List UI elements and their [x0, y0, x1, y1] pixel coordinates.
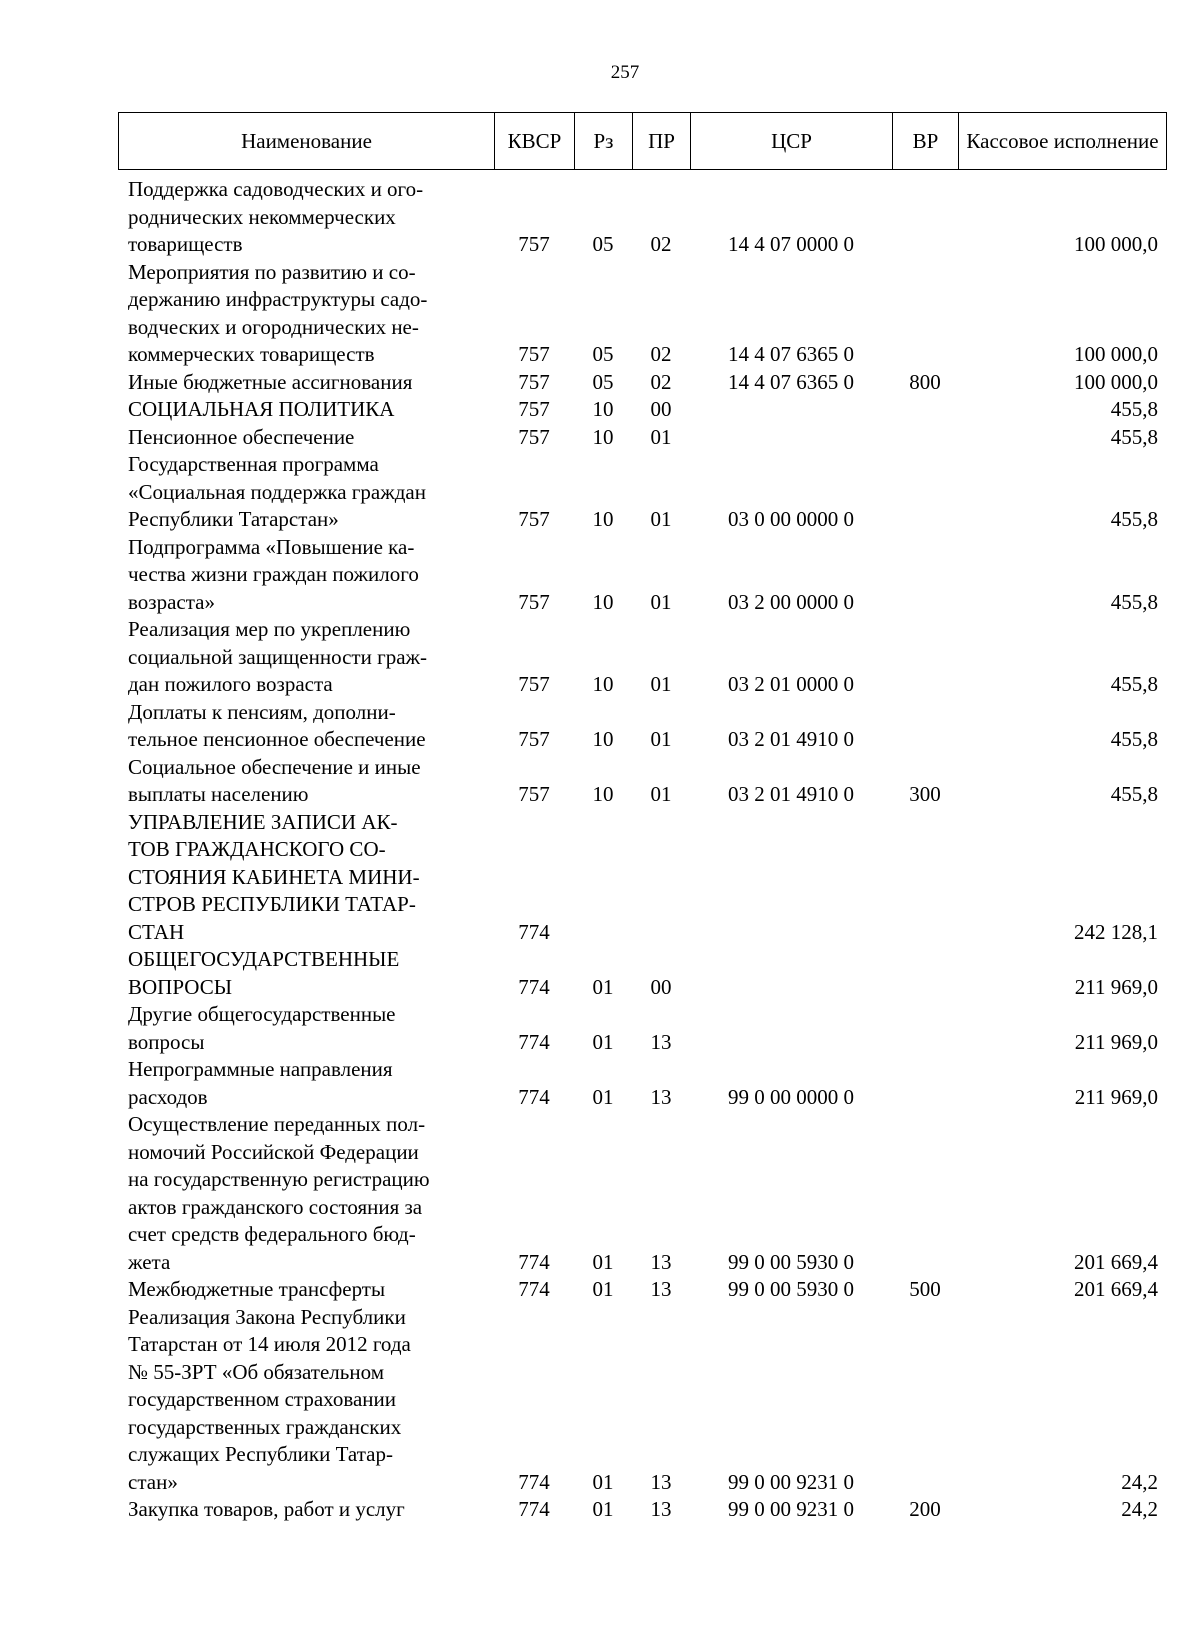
row-pr: 01	[650, 672, 672, 696]
table-row	[118, 176, 1166, 259]
row-rz: 10	[592, 589, 614, 614]
row-pr: 01	[650, 424, 672, 449]
row-name: Подпрограмма «Повышение ка- чества жизни граждан пожилого возраста»	[128, 534, 419, 614]
row-vr: 300	[909, 782, 941, 806]
row-pr: 01	[650, 782, 672, 806]
row-name: СОЦИАЛЬНАЯ ПОЛИТИКА	[128, 397, 395, 421]
row-csr: 03 0 00 0000 0	[728, 507, 854, 531]
row-name: Пенсионное обеспечение	[128, 424, 355, 449]
row-name: Межбюджетные трансферты	[128, 1277, 386, 1301]
table-row	[118, 259, 1166, 369]
table-row	[118, 754, 1166, 809]
row-csr: 03 2 01 4910 0	[728, 727, 854, 751]
row-name: Иные бюджетные ассигнования	[128, 369, 413, 394]
table-row	[118, 1304, 1166, 1497]
row-amount: 201 669,4	[1074, 1249, 1158, 1274]
row-amount: 211 969,0	[1074, 974, 1158, 999]
row-kvsr: 774	[518, 1249, 550, 1274]
header-kvsr: КВСР	[495, 113, 575, 170]
row-pr: 02	[650, 232, 672, 256]
row-name: Реализация Закона Республики Татарстан от 14 июля 2012 года № 55-ЗРТ «Об обязательном государственном страховании государственных гражданских служащих Республики Татар- стан»	[128, 1304, 411, 1494]
table-row	[118, 1056, 1166, 1111]
row-csr: 99 0 00 9231 0	[728, 1469, 854, 1494]
row-pr: 13	[650, 1497, 672, 1521]
row-amount: 455,8	[1110, 727, 1158, 751]
row-kvsr: 757	[518, 589, 550, 614]
row-pr: 13	[650, 1029, 672, 1054]
row-pr: 13	[650, 1469, 672, 1494]
row-name: УПРАВЛЕНИЕ ЗАПИСИ АК- ТОВ ГРАЖДАНСКОГО СО- СТОЯНИЯ КАБИНЕТА МИНИ- СТРОВ РЕСПУБЛИКИ ТАТАР- СТАН	[128, 809, 420, 944]
row-csr: 03 2 01 4910 0	[728, 782, 854, 806]
row-name: Доплаты к пенсиям, дополни- тельное пенсионное обеспечение	[128, 699, 426, 751]
table-body	[118, 176, 1166, 1524]
row-pr: 01	[650, 589, 672, 614]
row-pr: 02	[650, 342, 672, 366]
table-row	[118, 616, 1166, 699]
table-row	[118, 1276, 1166, 1304]
table-row	[118, 534, 1166, 617]
row-name: Поддержка садоводческих и ого- роднических некоммерческих товариществ	[128, 177, 424, 256]
row-kvsr: 774	[518, 974, 550, 999]
row-amount: 455,8	[1110, 589, 1158, 614]
row-csr: 03 2 00 0000 0	[728, 589, 854, 614]
row-kvsr: 774	[518, 1469, 550, 1494]
row-name: Непрограммные направления расходов	[128, 1057, 393, 1109]
row-rz: 01	[592, 1497, 614, 1521]
row-rz: 01	[592, 1084, 614, 1109]
row-csr: 99 0 00 0000 0	[728, 1084, 854, 1109]
row-rz: 01	[592, 1249, 614, 1274]
row-amount: 100 000,0	[1074, 232, 1158, 256]
row-name: Реализация мер по укреплению социальной защищенности граж- дан пожилого возраста	[128, 617, 428, 696]
row-name: Закупка товаров, работ и услуг	[128, 1497, 405, 1521]
row-amount: 242 128,1	[1074, 919, 1158, 944]
row-kvsr: 757	[518, 727, 550, 751]
row-rz: 10	[592, 397, 614, 421]
row-kvsr: 757	[518, 424, 550, 449]
row-csr: 99 0 00 5930 0	[728, 1249, 854, 1274]
row-kvsr: 757	[518, 232, 550, 256]
header-csr: ЦСР	[691, 113, 893, 170]
row-rz: 10	[592, 507, 614, 531]
table-row	[118, 396, 1166, 424]
row-rz: 05	[592, 369, 614, 394]
header-vr: ВР	[893, 113, 959, 170]
row-amount: 455,8	[1110, 672, 1158, 696]
row-amount: 455,8	[1110, 424, 1158, 449]
row-rz: 10	[592, 424, 614, 449]
row-name: ОБЩЕГОСУДАРСТВЕННЫЕ ВОПРОСЫ	[128, 947, 400, 999]
table-row	[118, 1496, 1166, 1524]
row-kvsr: 757	[518, 397, 550, 421]
row-rz: 10	[592, 727, 614, 751]
table-row	[118, 946, 1166, 1001]
row-csr: 99 0 00 5930 0	[728, 1277, 854, 1301]
row-kvsr: 774	[518, 1029, 550, 1054]
table-row	[118, 809, 1166, 947]
row-pr: 13	[650, 1249, 672, 1274]
row-csr: 03 2 01 0000 0	[728, 672, 854, 696]
table-row	[118, 424, 1166, 452]
row-name: Социальное обеспечение и иные выплаты населению	[128, 754, 421, 806]
row-kvsr: 774	[518, 1277, 550, 1301]
row-kvsr: 757	[518, 369, 550, 394]
header-name: Наименование	[119, 113, 495, 170]
row-amount: 211 969,0	[1074, 1084, 1158, 1109]
row-rz: 05	[592, 342, 614, 366]
row-name: Государственная программа «Социальная поддержка граждан Республики Татарстан»	[128, 452, 426, 531]
row-vr: 200	[909, 1497, 941, 1521]
table-header	[118, 112, 1167, 170]
row-amount: 455,8	[1110, 397, 1158, 421]
row-amount: 24,2	[1121, 1497, 1158, 1521]
row-name: Осуществление переданных пол- номочий Российской Федерации на государственную регистрацию актов гражданского состояния за счет средств федерального бюд- жета	[128, 1112, 430, 1274]
row-amount: 455,8	[1110, 507, 1158, 531]
row-pr: 01	[650, 727, 672, 751]
row-rz: 10	[592, 672, 614, 696]
table-row	[118, 369, 1166, 397]
table-row	[118, 699, 1166, 754]
row-csr: 14 4 07 0000 0	[728, 232, 854, 256]
table-row	[118, 1111, 1166, 1276]
row-kvsr: 757	[518, 672, 550, 696]
row-amount: 100 000,0	[1074, 342, 1158, 366]
row-kvsr: 774	[518, 919, 550, 944]
row-amount: 455,8	[1110, 782, 1158, 806]
row-rz: 01	[592, 1469, 614, 1494]
row-amount: 201 669,4	[1074, 1277, 1158, 1301]
row-name: Мероприятия по развитию и со- держанию инфраструктуры садо- водческих и огороднических не- коммерческих товариществ	[128, 259, 428, 366]
row-kvsr: 774	[518, 1497, 550, 1521]
row-rz: 10	[592, 782, 614, 806]
table-row	[118, 1001, 1166, 1056]
row-kvsr: 757	[518, 342, 550, 366]
row-csr: 99 0 00 9231 0	[728, 1497, 854, 1521]
row-vr: 500	[909, 1277, 941, 1301]
header-rz: Рз	[575, 113, 633, 170]
row-kvsr: 757	[518, 507, 550, 531]
row-pr: 13	[650, 1277, 672, 1301]
row-vr: 800	[909, 369, 941, 394]
row-pr: 00	[650, 397, 672, 421]
row-kvsr: 757	[518, 782, 550, 806]
header-pr: ПР	[633, 113, 691, 170]
row-csr: 14 4 07 6365 0	[728, 369, 854, 394]
row-rz: 01	[592, 1029, 614, 1054]
row-csr: 14 4 07 6365 0	[728, 342, 854, 366]
row-name: Другие общегосударственные вопросы	[128, 1002, 396, 1054]
row-pr: 13	[650, 1084, 672, 1109]
page-number: 257	[610, 62, 640, 83]
row-rz: 05	[592, 232, 614, 256]
row-rz: 01	[592, 974, 614, 999]
table-row	[118, 451, 1166, 534]
row-pr: 00	[650, 974, 672, 999]
row-amount: 100 000,0	[1074, 369, 1158, 394]
row-amount: 24,2	[1121, 1469, 1158, 1494]
header-amount: Кассовое исполнение	[959, 113, 1167, 170]
row-amount: 211 969,0	[1074, 1029, 1158, 1054]
row-kvsr: 774	[518, 1084, 550, 1109]
row-pr: 02	[650, 369, 672, 394]
row-rz: 01	[592, 1277, 614, 1301]
row-pr: 01	[650, 507, 672, 531]
